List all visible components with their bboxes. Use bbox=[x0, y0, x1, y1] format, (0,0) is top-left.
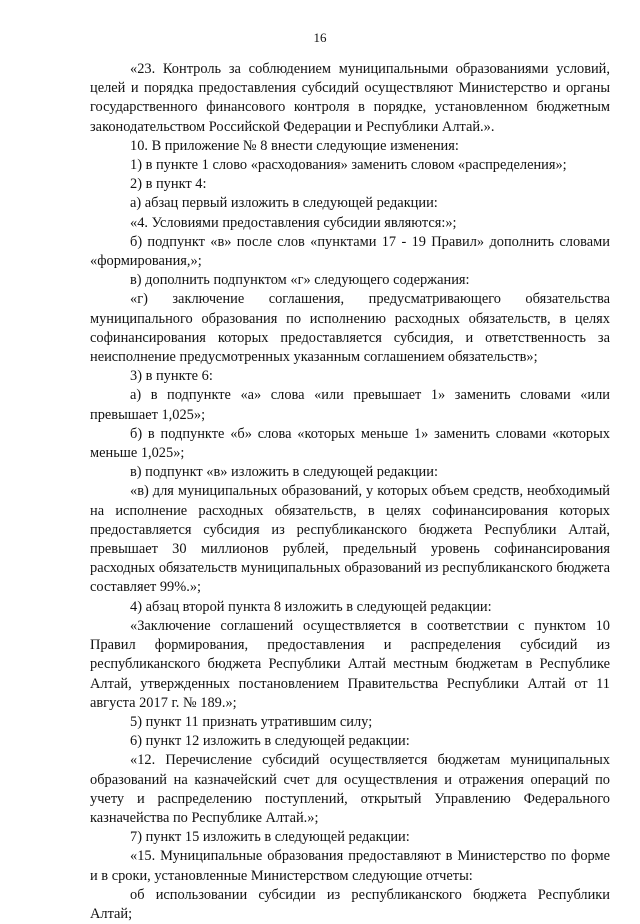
paragraph-sub-3a: а) в подпункте «а» слова «или превышает 1» заменить словами «или превышает 1,025»; bbox=[90, 387, 610, 423]
paragraph-sub-3: 3) в пункте 6: bbox=[130, 368, 213, 385]
paragraph-quote-15: «15. Муниципальные образования предоставляют в Министерство по форме и в сроки, установленные Министерством следующие отчеты: bbox=[90, 848, 610, 884]
paragraph-report-usage: об использовании субсидии из республиканского бюджета Республики Алтай; bbox=[90, 886, 610, 922]
document-body bbox=[90, 60, 610, 924]
paragraph-sub-3b: б) в подпункте «б» слова «которых меньше 1» заменить словами «которых меньше 1,025»; bbox=[90, 425, 610, 462]
paragraph-quote-agreement: «Заключение соглашений осуществляется в соответствии с пунктом 10 Правил формирования, предоставления и распределения субсидий из республиканского бюджета Республики Алтай местным бюджетам в Республике Алтай, утвержденных постановлением Правительства Республики Алтай от 11 августа 2017 г. № 189.»; bbox=[90, 617, 610, 711]
paragraph-quote-4: «4. Условиями предоставления субсидии являются:»; bbox=[130, 214, 457, 231]
paragraph-quote-12: «12. Перечисление субсидий осуществляется бюджетам муниципальных образований на казначейский счет для осуществления и отражения операций по учету и распределению поступлений, открытый Управлению Федерального казначейства по Республике Алтай.»; bbox=[90, 752, 610, 826]
page-number: 16 bbox=[313, 30, 327, 45]
paragraph-sub-2v: в) дополнить подпунктом «г» следующего содержания: bbox=[130, 272, 470, 289]
paragraph-23-control: «23. Контроль за соблюдением муниципальными образованиями условий, целей и порядка предоставления субсидий осуществляют Министерство и органы государственного финансового контроля в порядке, установленном бюджетным законодательством Российской Федерации и Республики Алтай.». bbox=[90, 61, 610, 135]
paragraph-quote-v: «в) для муниципальных образований, у которых объем средств, необходимый на исполнение расходных обязательств, в целях софинансирования которых предоставляется субсидия из республиканского бюджета Республики Алтай, превышает 30 миллионов рублей, предельный уровень софинансирования расходных обязательств муниципальных образований из республиканского бюджета составляет 99%.»; bbox=[90, 483, 610, 596]
paragraph-item-10: 10. В приложение № 8 внести следующие изменения: bbox=[130, 137, 459, 154]
paragraph-sub-2a: а) абзац первый изложить в следующей редакции: bbox=[130, 195, 438, 212]
paragraph-sub-4: 4) абзац второй пункта 8 изложить в следующей редакции: bbox=[130, 598, 492, 615]
paragraph-sub-3v: в) подпункт «в» изложить в следующей редакции: bbox=[130, 464, 438, 481]
paragraph-sub-2: 2) в пункт 4: bbox=[130, 176, 207, 193]
paragraph-sub-6: 6) пункт 12 изложить в следующей редакции: bbox=[130, 733, 410, 750]
paragraph-sub-5: 5) пункт 11 признать утратившим силу; bbox=[130, 713, 373, 730]
paragraph-sub-7: 7) пункт 15 изложить в следующей редакции: bbox=[130, 829, 410, 846]
paragraph-quote-g: «г) заключение соглашения, предусматривающего обязательства муниципального образования по исполнению расходных обязательств, в целях софинансирования которых предоставляется субсидия, и ответственность за неисполнение предусмотренных указанным соглашением обязательств»; bbox=[90, 291, 610, 366]
paragraph-sub-1: 1) в пункте 1 слово «расходования» заменить словом «распределения»; bbox=[130, 157, 567, 174]
paragraph-sub-2b: б) подпункт «в» после слов «пунктами 17 - 19 Правил» дополнить словами «формирования,»; bbox=[90, 233, 610, 270]
